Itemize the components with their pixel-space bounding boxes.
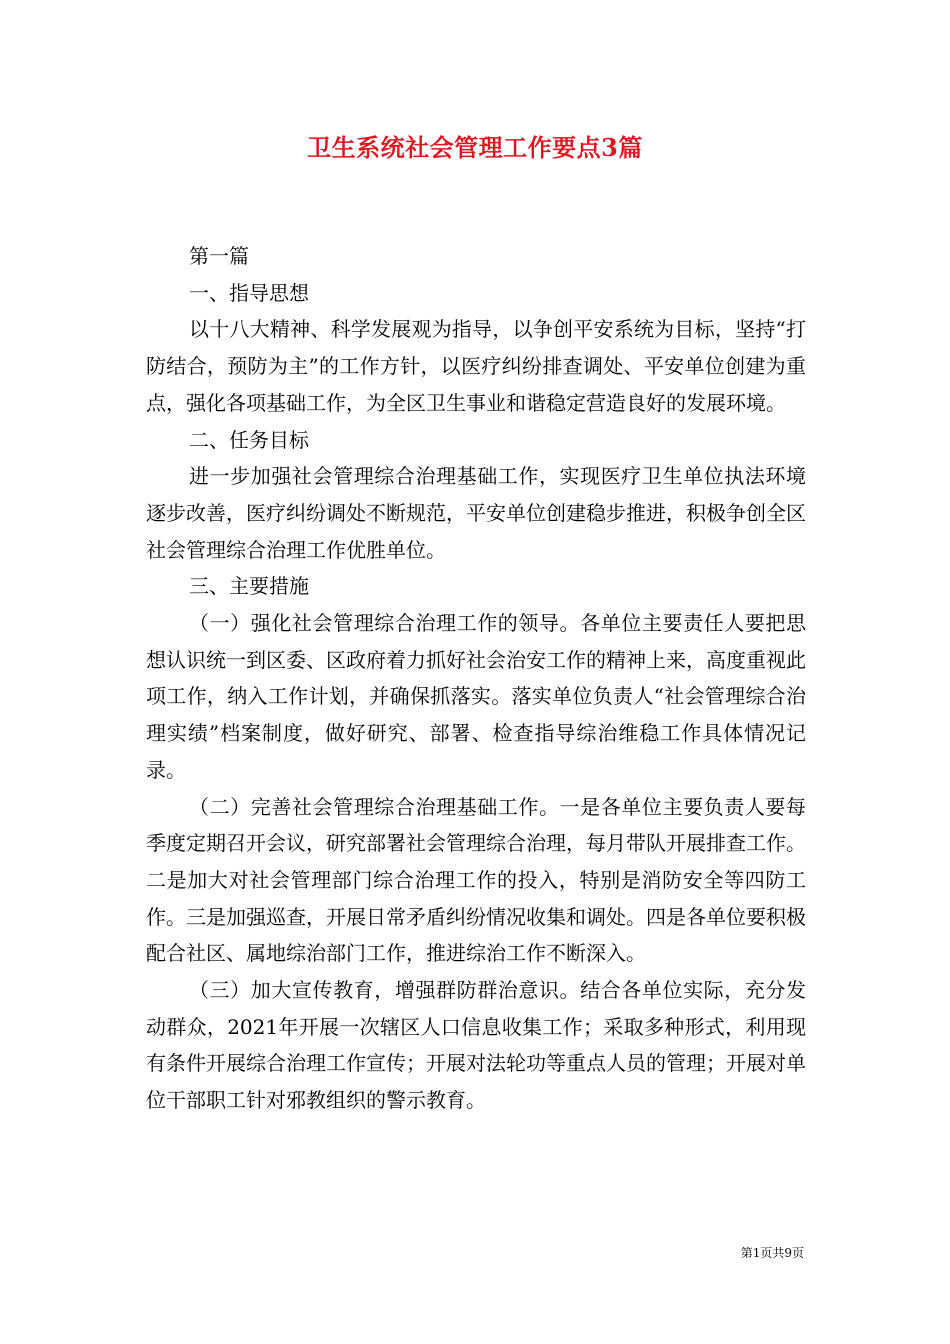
paragraph-measure-one: （一）强化社会管理综合治理工作的领导。各单位主要责任人要把思想认识统一到区委、区政府着力抓好社会治安工作的精神上来，高度重视此项工作，纳入工作计划，并确保抓落实。落实单位负责人“社会管理综合治理实绩”档案制度，做好研究、部署、检查指导综治维稳工作具体情况记录。 [146, 611, 806, 782]
section-heading-part-one: 第一篇 [189, 244, 249, 268]
document-title: 卫生系统社会管理工作要点3篇 [307, 133, 643, 162]
section-heading-guiding-thought: 一、指导思想 [189, 280, 309, 305]
paragraph-measure-two: （二）完善社会管理综合治理基础工作。一是各单位主要负责人要每季度定期召开会议，研究部署社会管理综合治理，每月带队开展排查工作。二是加大对社会管理部门综合治理工作的投入，特别是消防安全等四防工作。三是加强巡查，开展日常矛盾纠纷情况收集和调处。四是各单位要积极配合社区、属地综治部门工作，推进综治工作不断深入。 [146, 794, 806, 966]
paragraph-measure-three: （三）加大宣传教育，增强群防群治意识。结合各单位实际，充分发动群众，2021年开展一次辖区人口信息收集工作；采取多种形式，利用现有条件开展综合治理工作宣传；开展对法轮功等重点人员的管理；开展对单位干部职工针对邪教组织的警示教育。 [146, 978, 806, 1113]
page-number-footer: 第1页共9页 [740, 1246, 804, 1260]
paragraph-guiding-thought: 以十八大精神、科学发展观为指导，以争创平安系统为目标，坚持“打防结合，预防为主”的工作方针，以医疗纠纷排查调处、平安单位创建为重点，强化各项基础工作，为全区卫生事业和谐稳定营造良好的发展环境。 [146, 317, 806, 415]
paragraph-task-goals: 进一步加强社会管理综合治理基础工作，实现医疗卫生单位执法环境逐步改善，医疗纠纷调处不断规范，平安单位创建稳步推进，积极争创全区社会管理综合治理工作优胜单位。 [146, 464, 806, 562]
section-heading-main-measures: 三、主要措施 [189, 574, 309, 599]
document-body [146, 238, 806, 1119]
section-heading-task-goals: 二、任务目标 [189, 427, 309, 452]
